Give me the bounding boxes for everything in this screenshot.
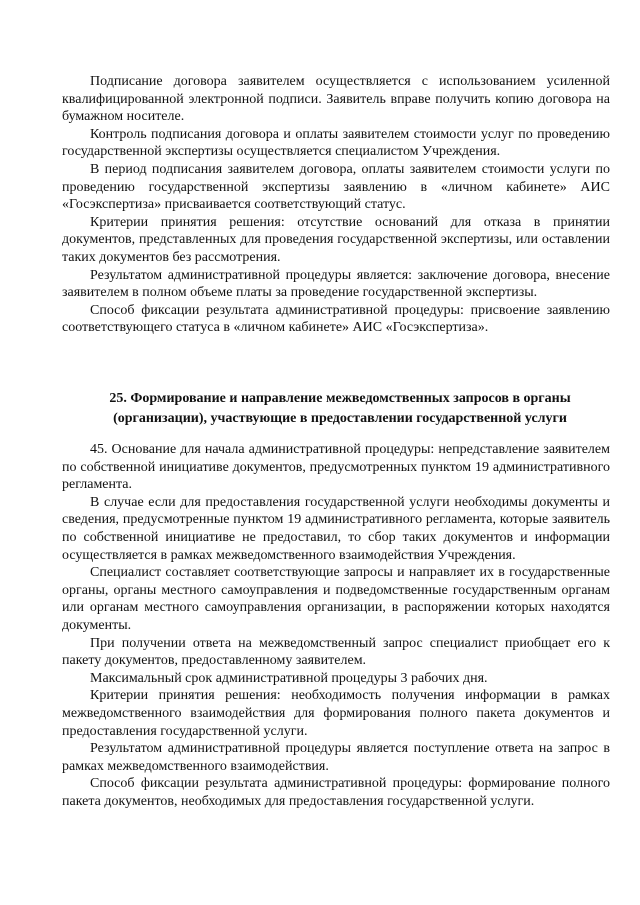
paragraph-procedure-result: Результатом административной процедуры является: заключение договора, внесение заявителем в полном объеме платы за проведение государственной экспертизы. [62,267,610,301]
paragraph-result-recording-25: Способ фиксации результата административной процедуры: формирование полного пакета документов, необходимых для предоставления государственной услуги. [62,776,610,809]
paragraph-requests-sent: Специалист составляет соответствующие запросы и направляет их в государственные органы, органы местного самоуправления и подведомственные государственным органам или органам местного самоуправления организации, в распоряжении которых находятся документы. [62,565,610,633]
section-interagency-requests [62,441,610,810]
paragraph-signing-method: Подписание договора заявителем осуществляется с использованием усиленной квалифицированной электронной подписи. Заявитель вправе получить копию договора на бумажном носителе. [62,74,610,125]
section-heading-line-2: (организации), участвующие в предоставлении государственной услуги [113,410,567,426]
paragraph-procedure-result-25: Результатом административной процедуры является поступление ответа на запрос в рамках межведомственного взаимодействия. [62,741,610,774]
paragraph-signing-control: Контроль подписания договора и оплаты заявителем стоимости услуг по проведению государственной экспертизы осуществляется специалистом Учреждения. [62,126,610,160]
paragraph-decision-criteria-25: Критерии принятия решения: необходимость получения информации в рамках межведомственного взаимодействия для формирования полного пакета документов и предоставления государственной услуги. [62,688,610,739]
paragraph-status-assignment: В период подписания заявителем договора, оплаты заявителем стоимости услуги по проведению государственной экспертизы заявлению в «личном кабинете» АИС «Госэкспертиза» присваивается соответствующий статус. [62,161,610,213]
section-contract-signing [62,73,610,337]
paragraph-max-duration: Максимальный срок административной процедуры 3 рабочих дня. [90,670,488,686]
section-heading-line-1: 25. Формирование и направление межведомственных запросов в органы [109,391,571,406]
paragraph-45-basis: 45. Основание для начала административной процедуры: непредставление заявителем по собственной инициативе документов, предусмотренных пунктом 19 административного регламента. [62,442,610,493]
paragraph-documents-collection: В случае если для предоставления государственной услуги необходимы документы и сведения, предусмотренные пунктом 19 административного регламента, которые заявитель по собственной инициативе не предоставил, то сбор таких документов и информации осуществляется в рамках межведомственного взаимодействия Учреждения. [62,494,610,563]
paragraph-decision-criteria: Критерии принятия решения: отсутствие оснований для отказа в принятии документов, представленных для проведения государственной экспертизы, или оставлении таких документов без рассмотрения. [62,214,610,265]
paragraph-result-recording: Способ фиксации результата административной процедуры: присвоение заявлению соответствующего статуса в «личном кабинете» АИС «Госэкспертиза». [62,302,610,336]
section-heading-25 [90,389,590,428]
paragraph-response-attached: При получении ответа на межведомственный запрос специалист приобщает его к пакету документов, предоставленному заявителем. [62,635,610,669]
